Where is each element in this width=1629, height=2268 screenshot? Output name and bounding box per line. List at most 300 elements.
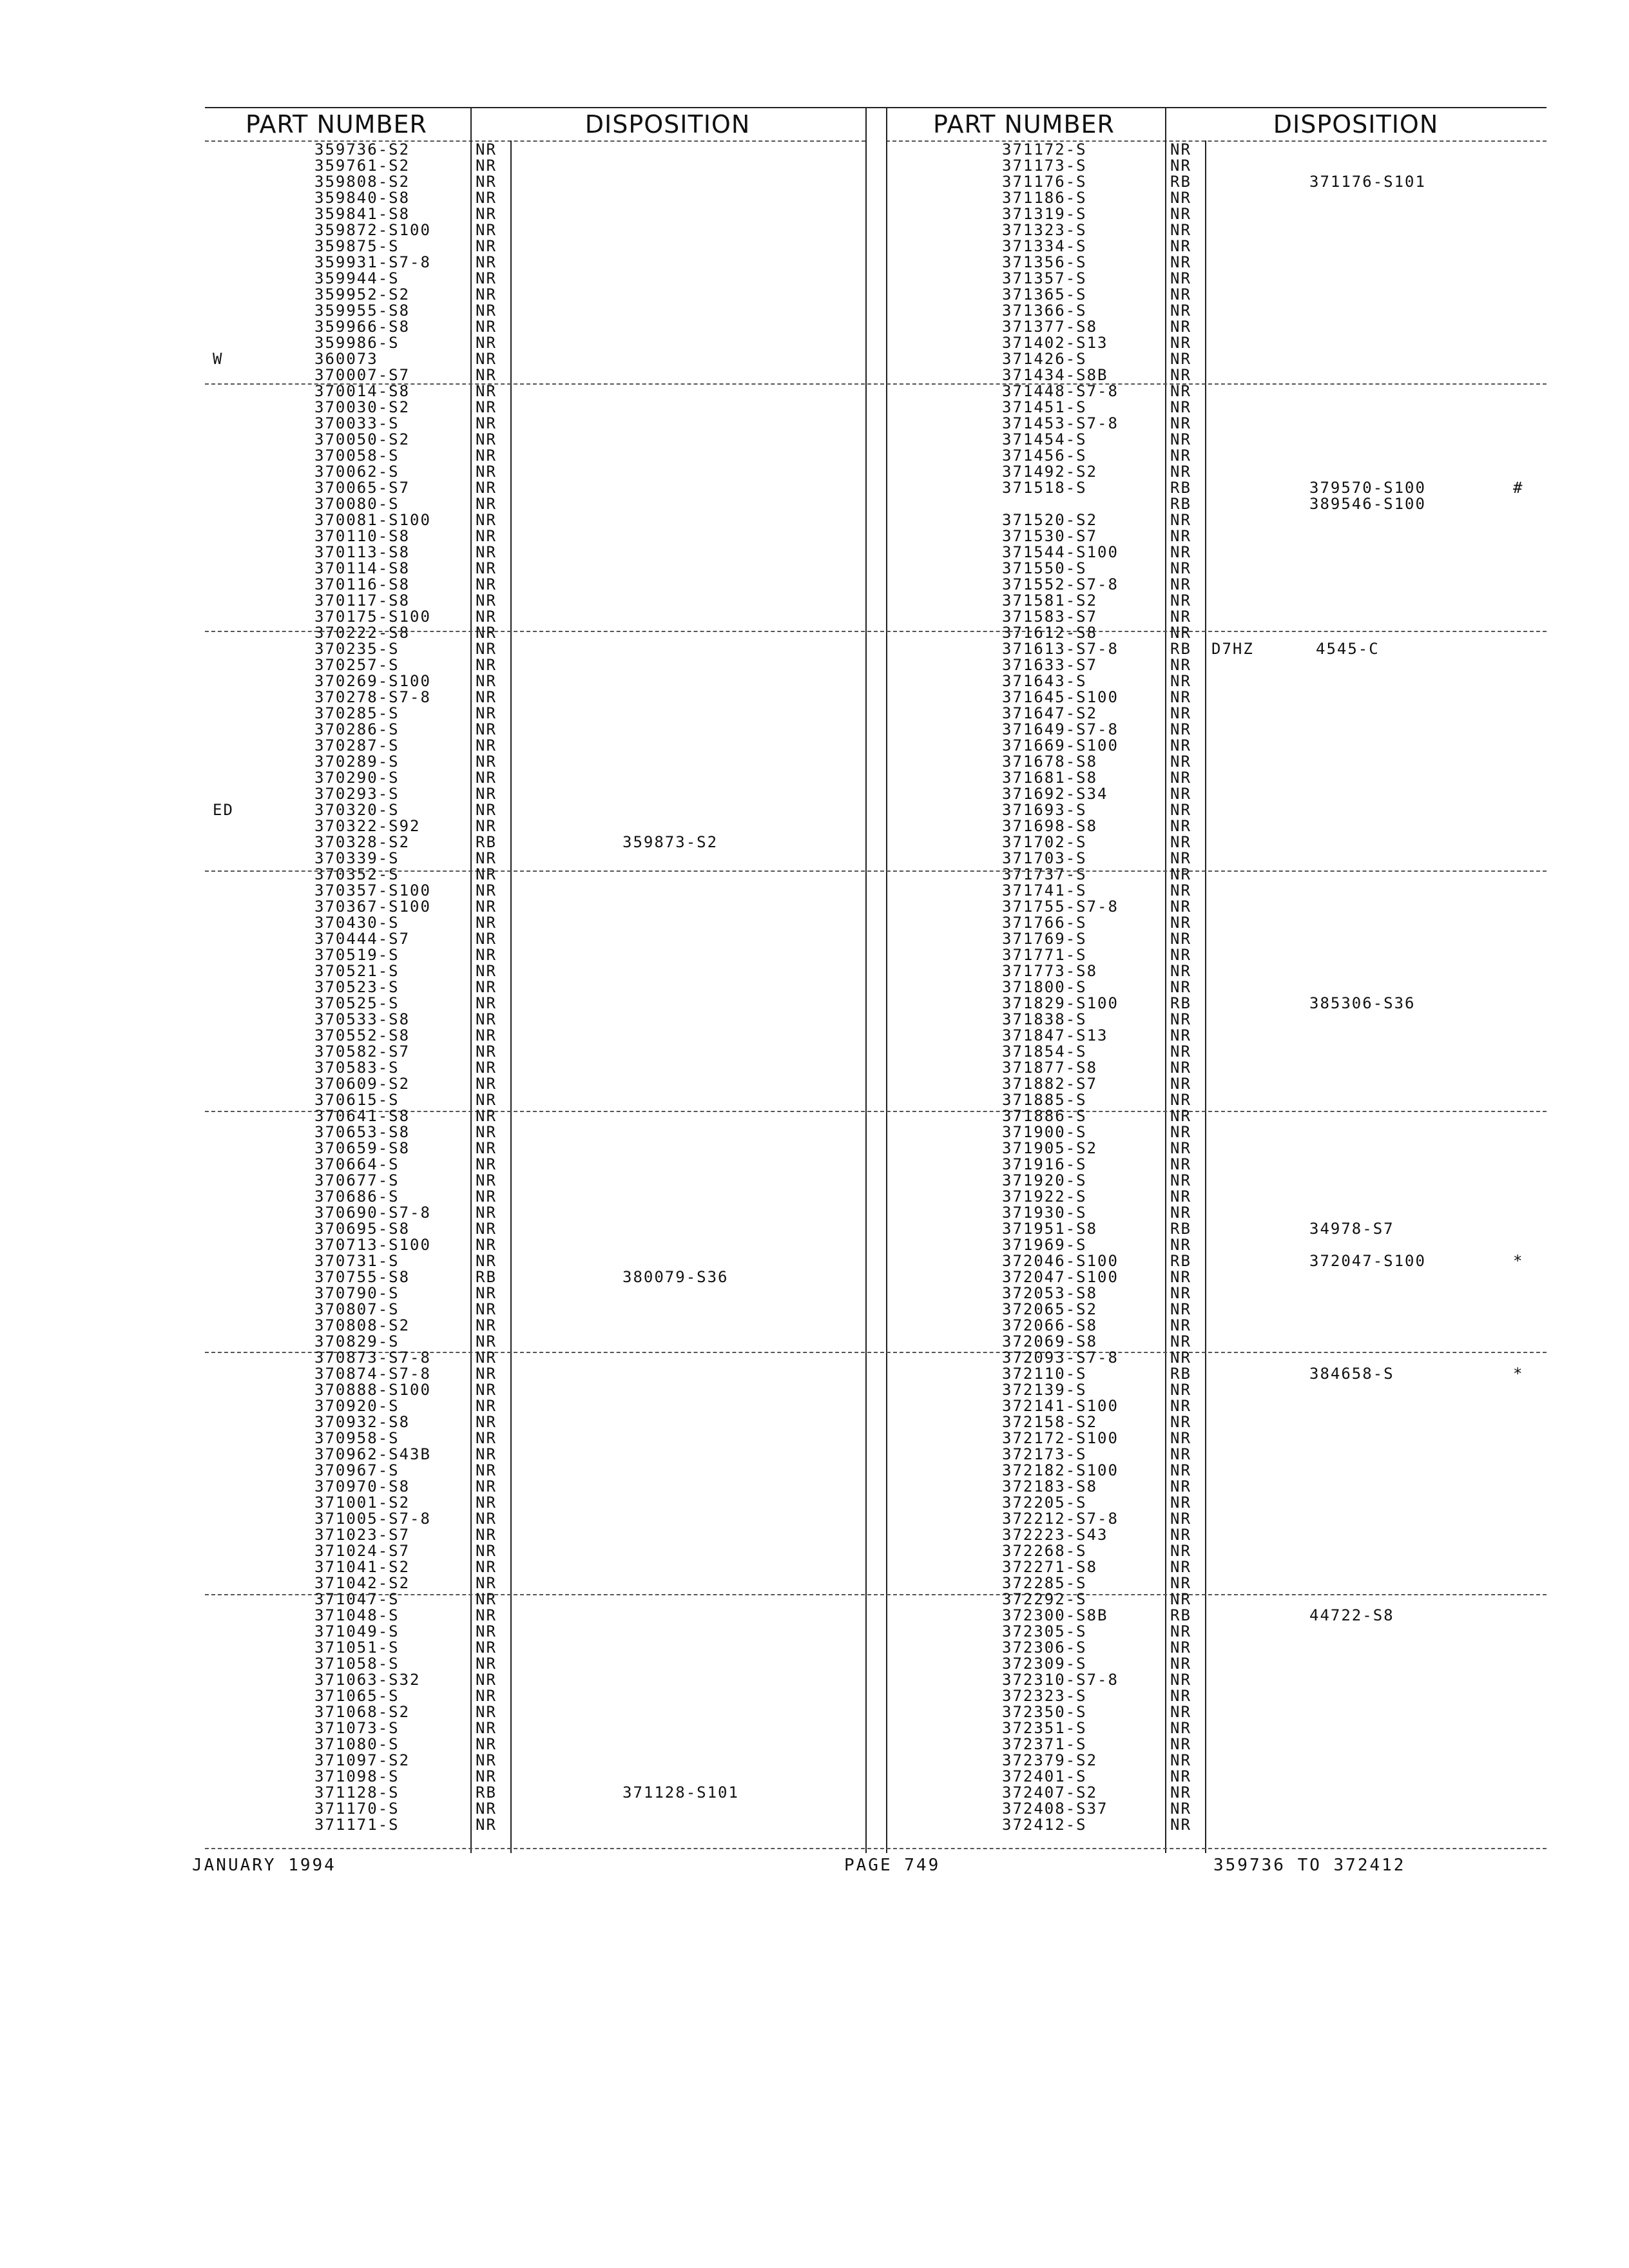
part-number: 370081-S100 [314, 511, 431, 529]
part-number: 359872-S100 [314, 221, 431, 239]
table-row [0, 351, 1629, 367]
disposition-code: NR [476, 608, 497, 626]
part-number: 372300-S8B [1002, 1606, 1108, 1624]
part-number: 370080-S [314, 495, 400, 513]
disposition-code: NR [1170, 334, 1191, 352]
disposition-code: NR [476, 898, 497, 916]
part-number: 372379-S2 [1002, 1751, 1098, 1769]
disposition-code: NR [476, 1413, 497, 1431]
disposition-code: NR [476, 801, 497, 819]
part-number: 370290-S [314, 769, 400, 787]
part-number: 370713-S100 [314, 1236, 431, 1254]
disposition-code: NR [1170, 833, 1191, 851]
disposition-code: NR [1170, 608, 1191, 626]
disposition-code: NR [1170, 1542, 1191, 1560]
disposition-code: NR [476, 1590, 497, 1608]
table-row [0, 1382, 1629, 1398]
table-row [0, 1302, 1629, 1318]
disposition-code: NR [1170, 527, 1191, 545]
part-number: 372182-S100 [1002, 1461, 1119, 1479]
disposition-code: NR [1170, 591, 1191, 610]
part-number: 371693-S [1002, 801, 1087, 819]
disposition-code: NR [476, 624, 497, 642]
disposition-code: NR [1170, 205, 1191, 223]
table-row [0, 1414, 1629, 1430]
table-row [0, 1350, 1629, 1366]
table-row [0, 641, 1629, 657]
disposition-code: NR [476, 1606, 497, 1624]
disposition-code: NR [476, 930, 497, 948]
disposition-code: NR [476, 1349, 497, 1367]
part-number: 371049-S [314, 1622, 400, 1640]
part-number: 371645-S100 [1002, 688, 1119, 706]
disposition-code: NR [476, 946, 497, 964]
part-number: 370967-S [314, 1461, 400, 1479]
disposition-code: NR [1170, 543, 1191, 561]
table-row [0, 1640, 1629, 1656]
table-row [0, 1704, 1629, 1720]
part-number: 371737-S [1002, 865, 1087, 883]
disposition-code: NR [476, 269, 497, 287]
table-row [0, 1366, 1629, 1382]
disposition-code: NR [476, 205, 497, 223]
table-row [0, 706, 1629, 722]
disposition-code: NR [476, 189, 497, 207]
top-rule [205, 107, 1547, 108]
disposition-code: NR [1170, 559, 1191, 577]
table-row [0, 367, 1629, 383]
disposition-code: NR [476, 1639, 497, 1657]
part-number: 371877-S8 [1002, 1059, 1098, 1077]
part-number: 371905-S2 [1002, 1139, 1098, 1157]
table-row [0, 995, 1629, 1012]
disposition-code: NR [476, 302, 497, 320]
disposition-code: NR [1170, 189, 1191, 207]
part-number: 370519-S [314, 946, 400, 964]
part-number: 370257-S [314, 656, 400, 674]
disposition-code: NR [476, 1461, 497, 1479]
table-row [0, 738, 1629, 754]
part-number: 370873-S7-8 [314, 1349, 431, 1367]
part-number: 371698-S8 [1002, 817, 1098, 835]
part-number: 370030-S2 [314, 398, 410, 416]
disposition-code: NR [1170, 1236, 1191, 1254]
disposition-code: NR [1170, 1622, 1191, 1640]
table-row [0, 1060, 1629, 1076]
part-number: 370357-S100 [314, 881, 431, 899]
row-mark: # [1513, 479, 1524, 497]
disposition-code: NR [476, 817, 497, 835]
disposition-code: NR [476, 511, 497, 529]
disposition-code: NR [1170, 1059, 1191, 1077]
part-number: 370874-S7-8 [314, 1365, 431, 1383]
disposition-code: NR [1170, 881, 1191, 899]
disposition-code: NR [1170, 1703, 1191, 1721]
part-number: 370808-S2 [314, 1316, 410, 1334]
right-disposition-header: DISPOSITION [1273, 110, 1439, 139]
table-row [0, 1398, 1629, 1414]
disposition-code: NR [476, 1622, 497, 1640]
part-number: 371073-S [314, 1719, 400, 1737]
part-number: 370609-S2 [314, 1075, 410, 1093]
disposition-code: NR [476, 1187, 497, 1206]
disposition-code: NR [1170, 1187, 1191, 1206]
table-row [0, 1753, 1629, 1769]
disposition-code: NR [1170, 1816, 1191, 1834]
disposition-code: NR [1170, 1091, 1191, 1109]
part-number: 372069-S8 [1002, 1332, 1098, 1350]
disposition-code: NR [1170, 1010, 1191, 1028]
table-row [0, 287, 1629, 303]
part-number: 372310-S7-8 [1002, 1671, 1119, 1689]
table-row [0, 673, 1629, 689]
disposition-code: NR [476, 495, 497, 513]
part-number: 370328-S2 [314, 833, 410, 851]
part-number: 371097-S2 [314, 1751, 410, 1769]
part-number: 370444-S7 [314, 930, 410, 948]
part-number: 370731-S [314, 1252, 400, 1270]
part-number: 371530-S7 [1002, 527, 1098, 545]
part-number: 372066-S8 [1002, 1316, 1098, 1334]
part-number: 371550-S [1002, 559, 1087, 577]
disposition-code: NR [476, 140, 497, 159]
disposition-code: NR [1170, 463, 1191, 481]
disposition-code: NR [1170, 1268, 1191, 1286]
disposition-code: NR [476, 736, 497, 754]
part-number: 371920-S [1002, 1171, 1087, 1189]
table-row [0, 770, 1629, 786]
part-number: 372110-S [1002, 1365, 1087, 1383]
part-number: 371365-S [1002, 285, 1087, 303]
part-number: 370932-S8 [314, 1413, 410, 1431]
part-number: 371058-S [314, 1655, 400, 1673]
table-row [0, 464, 1629, 480]
disposition-code: NR [1170, 1123, 1191, 1141]
table-row [0, 1253, 1629, 1269]
part-number: 359944-S [314, 269, 400, 287]
part-number: 371434-S8B [1002, 366, 1108, 384]
part-number: 371448-S7-8 [1002, 382, 1119, 400]
disposition-code: NR [1170, 817, 1191, 835]
part-number: 370339-S [314, 849, 400, 867]
disposition-code: NR [476, 1751, 497, 1769]
table-row [0, 915, 1629, 931]
disposition-code: NR [1170, 1526, 1191, 1544]
disposition-code: RB [476, 1783, 497, 1802]
row-mark: * [1513, 1252, 1524, 1270]
part-number: 371643-S [1002, 672, 1087, 690]
part-number: 370659-S8 [314, 1139, 410, 1157]
part-number: 370582-S7 [314, 1043, 410, 1061]
disposition-code: NR [476, 720, 497, 738]
disposition-code: RB [1170, 1220, 1191, 1238]
disposition-code: NR [1170, 511, 1191, 529]
disposition-code: NR [476, 688, 497, 706]
disposition-code: NR [476, 1139, 497, 1157]
replacement-part: 380079-S36 [622, 1268, 729, 1286]
part-number: 359875-S [314, 237, 400, 255]
disposition-code: NR [1170, 157, 1191, 175]
disposition-code: NR [476, 785, 497, 803]
table-row [0, 1205, 1629, 1221]
disposition-code: NR [1170, 736, 1191, 754]
table-row [0, 544, 1629, 561]
disposition-code: NR [476, 253, 497, 271]
disposition-code: NR [476, 350, 497, 368]
part-number: 372350-S [1002, 1703, 1087, 1721]
part-number: 370641-S8 [314, 1107, 410, 1125]
part-number: 370920-S [314, 1397, 400, 1415]
part-number: 372408-S37 [1002, 1800, 1108, 1818]
disposition-code: NR [1170, 269, 1191, 287]
part-number: 370962-S43B [314, 1445, 431, 1463]
replacement-part: 34978-S7 [1309, 1220, 1394, 1238]
part-number: 371402-S13 [1002, 334, 1108, 352]
disposition-code: NR [476, 914, 497, 932]
disposition-code: RB [476, 1268, 497, 1286]
part-number: 370533-S8 [314, 1010, 410, 1028]
part-number: 371612-S8 [1002, 624, 1098, 642]
part-number: 370033-S [314, 414, 400, 432]
disposition-code: RB [1170, 994, 1191, 1012]
part-number: 372173-S [1002, 1445, 1087, 1463]
table-row [0, 142, 1629, 158]
table-row [0, 238, 1629, 255]
footer-page: PAGE 749 [844, 1856, 941, 1875]
part-number: 372271-S8 [1002, 1558, 1098, 1576]
disposition-code: NR [476, 1445, 497, 1463]
table-row [0, 1801, 1629, 1817]
part-number: 371005-S7-8 [314, 1510, 431, 1528]
part-number: 359841-S8 [314, 205, 410, 223]
table-row [0, 1591, 1629, 1608]
table-row [0, 802, 1629, 818]
footer-date: JANUARY 1994 [192, 1856, 336, 1875]
part-number: 370583-S [314, 1059, 400, 1077]
disposition-code: NR [476, 157, 497, 175]
disposition-code: NR [1170, 237, 1191, 255]
table-row [0, 818, 1629, 834]
disposition-code: NR [1170, 1800, 1191, 1818]
left-disposition-header: DISPOSITION [584, 110, 751, 139]
disposition-code: NR [476, 173, 497, 191]
disposition-code: NR [476, 1477, 497, 1495]
part-number: 371042-S2 [314, 1574, 410, 1592]
disposition-code: NR [1170, 1381, 1191, 1399]
table-row [0, 1173, 1629, 1189]
table-row [0, 1092, 1629, 1108]
table-row [0, 1463, 1629, 1479]
disposition-code: RB [1170, 173, 1191, 191]
part-number: 370352-S [314, 865, 400, 883]
replacement-part: 371128-S101 [622, 1783, 739, 1802]
disposition-code: NR [1170, 221, 1191, 239]
replacement-part: 372047-S100 [1309, 1252, 1426, 1270]
table-row [0, 158, 1629, 174]
disposition-code: NR [476, 1542, 497, 1560]
part-number: 370293-S [314, 785, 400, 803]
part-number: 371613-S7-8 [1002, 640, 1119, 658]
disposition-code: NR [476, 1059, 497, 1077]
part-number: 370552-S8 [314, 1026, 410, 1044]
disposition-code: NR [1170, 447, 1191, 465]
disposition-code: NR [1170, 1300, 1191, 1318]
replacement-part: 379570-S100 [1309, 479, 1426, 497]
disposition-code: NR [1170, 914, 1191, 932]
disposition-code: NR [1170, 624, 1191, 642]
disposition-code: NR [476, 1123, 497, 1141]
disposition-code: NR [476, 1735, 497, 1753]
part-number: 371024-S7 [314, 1542, 410, 1560]
disposition-code: NR [1170, 1671, 1191, 1689]
table-row [0, 416, 1629, 432]
part-number: 372172-S100 [1002, 1429, 1119, 1447]
disposition-code: NR [476, 382, 497, 400]
disposition-code: NR [1170, 1767, 1191, 1785]
part-number: 371065-S [314, 1687, 400, 1705]
table-row [0, 1817, 1629, 1833]
part-number: 371334-S [1002, 237, 1087, 255]
table-row [0, 979, 1629, 995]
disposition-code: NR [1170, 1429, 1191, 1447]
disposition-code: NR [476, 962, 497, 980]
part-number: 371916-S [1002, 1155, 1087, 1173]
disposition-code: RB [476, 833, 497, 851]
part-number: 370289-S [314, 753, 400, 771]
disposition-code: NR [476, 1671, 497, 1689]
part-number: 372205-S [1002, 1494, 1087, 1512]
part-number: 370278-S7-8 [314, 688, 431, 706]
replacement-part: 359873-S2 [622, 833, 718, 851]
disposition-code: NR [476, 978, 497, 996]
table-row [0, 722, 1629, 738]
table-row [0, 883, 1629, 899]
part-number: 371323-S [1002, 221, 1087, 239]
disposition-code: NR [1170, 753, 1191, 771]
table-row [0, 174, 1629, 190]
table-row [0, 899, 1629, 915]
part-number: 371176-S [1002, 173, 1087, 191]
disposition-code: NR [476, 1655, 497, 1673]
part-number: 372292-S [1002, 1590, 1087, 1608]
part-number: 359955-S8 [314, 302, 410, 320]
disposition-code: NR [476, 463, 497, 481]
part-number: 371669-S100 [1002, 736, 1119, 754]
part-number: 370269-S100 [314, 672, 431, 690]
table-row [0, 303, 1629, 319]
disposition-code: NR [476, 334, 497, 352]
part-number: 372351-S [1002, 1719, 1087, 1737]
disposition-code: NR [476, 237, 497, 255]
part-number: 372093-S7-8 [1002, 1349, 1119, 1367]
part-number: 372047-S100 [1002, 1268, 1119, 1286]
part-number: 372412-S [1002, 1816, 1087, 1834]
part-number: 371001-S2 [314, 1494, 410, 1512]
part-number: 371068-S2 [314, 1703, 410, 1721]
part-number: 371678-S8 [1002, 753, 1098, 771]
replacement-part: 385306-S36 [1309, 994, 1416, 1012]
disposition-code: RB [1170, 1365, 1191, 1383]
disposition-code: NR [1170, 1075, 1191, 1093]
part-number: 370117-S8 [314, 591, 410, 610]
table-row [0, 1688, 1629, 1704]
table-row [0, 1511, 1629, 1527]
disposition-code: NR [476, 543, 497, 561]
disposition-code: NR [476, 1767, 497, 1785]
left-part-number-header: PART NUMBER [246, 110, 427, 139]
part-number: 372223-S43 [1002, 1526, 1108, 1544]
disposition-code: NR [1170, 1751, 1191, 1769]
replacement-part: 384658-S [1309, 1365, 1394, 1383]
part-number: 371357-S [1002, 269, 1087, 287]
disposition-code: NR [476, 1091, 497, 1109]
part-number: 370755-S8 [314, 1268, 410, 1286]
table-row [0, 496, 1629, 512]
part-number: 371048-S [314, 1606, 400, 1624]
part-number: 371755-S7-8 [1002, 898, 1119, 916]
part-number: 371552-S7-8 [1002, 575, 1119, 593]
disposition-code: NR [1170, 865, 1191, 883]
disposition-code: NR [1170, 1510, 1191, 1528]
part-number: 371544-S100 [1002, 543, 1119, 561]
disposition-code: NR [476, 769, 497, 787]
disposition-code: NR [476, 1703, 497, 1721]
part-number: 370116-S8 [314, 575, 410, 593]
part-number: 370110-S8 [314, 527, 410, 545]
part-number: 359761-S2 [314, 157, 410, 175]
disposition-code: NR [476, 1284, 497, 1302]
table-row [0, 1076, 1629, 1092]
disposition-code: NR [476, 1155, 497, 1173]
disposition-code: NR [1170, 1735, 1191, 1753]
table-row [0, 1720, 1629, 1736]
disposition-code: RB [1170, 1252, 1191, 1270]
part-number: 371692-S34 [1002, 785, 1108, 803]
table-row [0, 625, 1629, 641]
table-row [0, 1108, 1629, 1124]
bottom-rule [205, 1848, 1547, 1849]
disposition-code: NR [1170, 382, 1191, 400]
replacement-part: 371176-S101 [1309, 173, 1426, 191]
table-row [0, 206, 1629, 222]
part-number: 371453-S7-8 [1002, 414, 1119, 432]
disposition-code: NR [476, 430, 497, 448]
table-row [0, 1446, 1629, 1463]
part-number: 370287-S [314, 736, 400, 754]
part-number: 371882-S7 [1002, 1075, 1098, 1093]
part-number: 372305-S [1002, 1622, 1087, 1640]
disposition-code: NR [1170, 962, 1191, 980]
disposition-code: NR [1170, 253, 1191, 271]
part-number: 370222-S8 [314, 624, 410, 642]
disposition-code: NR [1170, 1284, 1191, 1302]
part-number: 370690-S7-8 [314, 1204, 431, 1222]
disposition-code: NR [476, 1365, 497, 1383]
part-number: 370695-S8 [314, 1220, 410, 1238]
disposition-code: RB [1170, 640, 1191, 658]
table-row [0, 1237, 1629, 1253]
part-number: 371681-S8 [1002, 769, 1098, 787]
part-number: 370175-S100 [314, 608, 431, 626]
part-number: 372212-S7-8 [1002, 1510, 1119, 1528]
part-number: 370285-S [314, 704, 400, 722]
disposition-code: NR [1170, 140, 1191, 159]
part-number: 359952-S2 [314, 285, 410, 303]
table-row [0, 222, 1629, 238]
disposition-code: NR [1170, 930, 1191, 948]
table-row [0, 1044, 1629, 1060]
table-row [0, 271, 1629, 287]
